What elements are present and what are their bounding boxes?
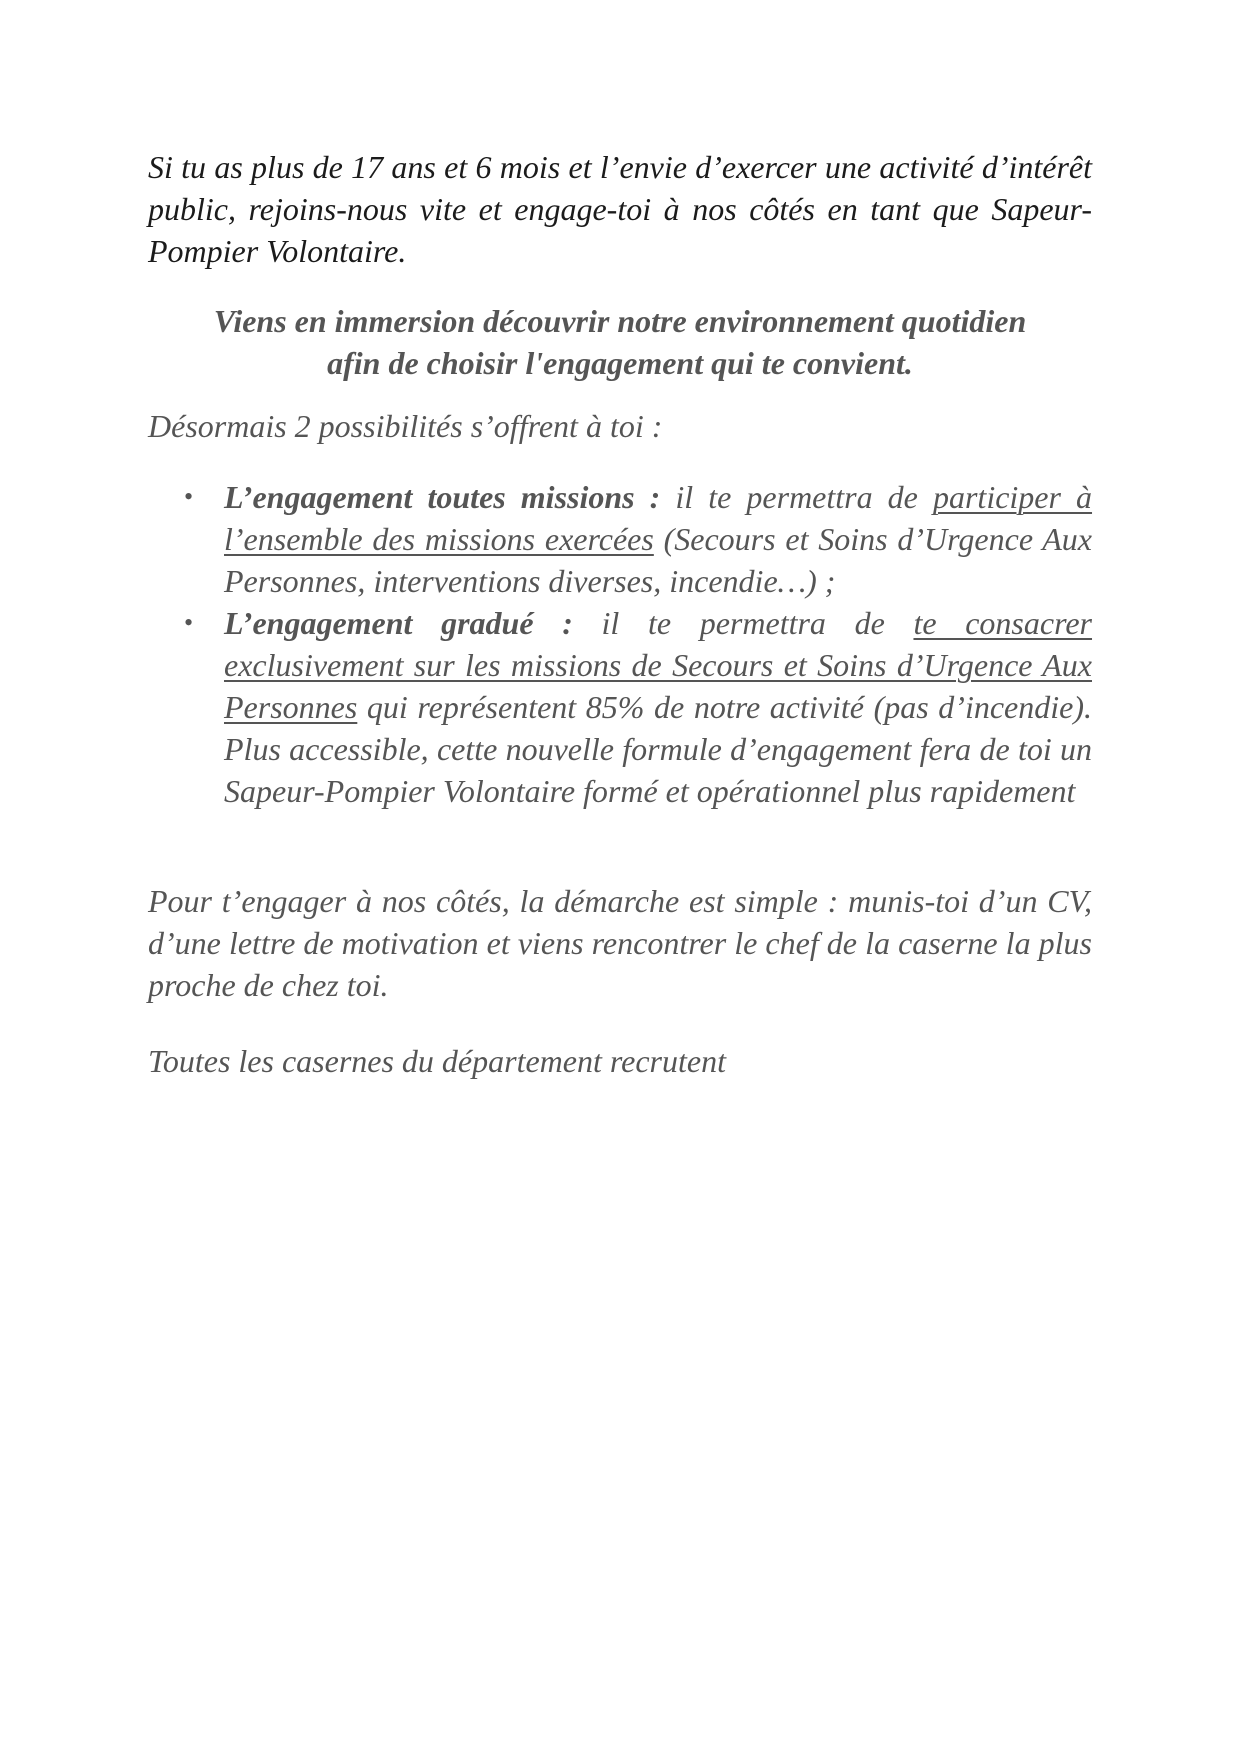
closing-line: Toutes les casernes du département recrutent [148,1043,726,1079]
headline-line-1: Viens en immersion découvrir notre environnement quotidien [213,303,1027,339]
option-text-before: il te permettra de [660,479,933,515]
headline-line-2: afin de choisir l'engagement qui te convient. [327,345,913,381]
option-title: L’engagement toutes missions : [224,479,661,515]
bullet-icon: • [184,482,194,511]
possibilities-intro: Désormais 2 possibilités s’offrent à toi : [148,408,663,444]
option-text-after: qui représentent 85% de notre activité (pas d’incendie). Plus accessible, cette nouvelle formule d’engagement fera de toi un Sapeur-Pompier Volontaire formé et opérationnel plus rapidement [224,689,1092,809]
procedure-paragraph: Pour t’engager à nos côtés, la démarche est simple : munis-toi d’un CV, d’une lettre de motivation et viens rencontrer le chef de la caserne la plus proche de chez toi. [148,883,1092,1003]
headline [148,300,1092,384]
options-list [148,476,1092,812]
option-text-after: (Secours et Soins d’Urgence Aux Personnes, interventions diverses, incendie…) ; [224,521,1093,599]
bullet-icon: • [184,608,194,637]
list-item [148,602,1092,812]
intro-paragraph: Si tu as plus de 17 ans et 6 mois et l’envie d’exercer une activité d’intérêt public, rejoins-nous vite et engage-toi à nos côtés en tant que Sapeur-Pompier Volontaire. [148,149,1092,269]
list-item [148,476,1092,602]
option-title: L’engagement gradué : [224,605,573,641]
option-text-before: il te permettra de [572,605,914,641]
option-underlined-text: te consacrer exclusivement sur les missions de Secours et Soins d’Urgence Aux Personnes [224,605,1093,725]
option-underlined-text: participer à l’ensemble des missions exercées [224,479,1093,557]
